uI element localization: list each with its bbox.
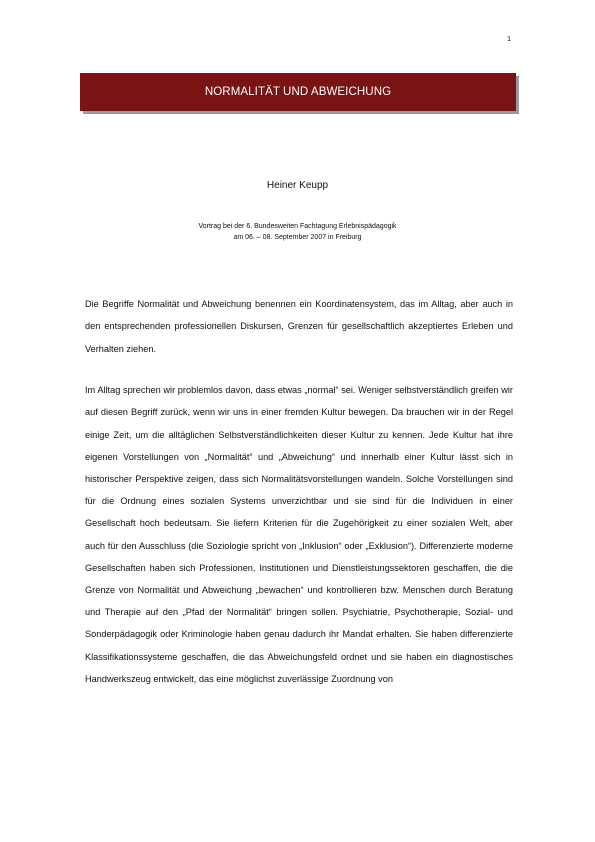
event-line-2: am 06. – 08. September 2007 in Freiburg xyxy=(233,233,362,241)
body-paragraph-1: Die Begriffe Normalität und Abweichung benennen ein Koordinatensystem, das im Alltag, aber auch in den entsprechenden professionellen Diskursen, Grenzen für gesellschaftlich akzeptiertes Erleben und Verhalten ziehen. xyxy=(85,299,513,354)
body-paragraph-2: Im Alltag sprechen wir problemlos davon, dass etwas „normal“ sei. Weniger selbstverständlich greifen wir auf diesen Begriff zurück, wenn wir uns in einer fremden Kultur bewegen. Da brauchen wir in der Regel einige Zeit, um die alltäglichen Selbstverständlichkeiten dieser Kultur zu kennen. Jede Kultur hat ihre eigenen Vorstellungen von „Normalität“ und „Abweichung“ und innerhalb einer Kultur lässt sich in historischer Perspektive zeigen, dass sich Normalitätsvorstellungen wandeln. Solche Vorstellungen sind für die Ordnung eines sozialen Systems unverzichtbar und sie sind für die Individuen in einer Gesellschaft hoch bedeutsam. Sie liefern Kriterien für die Zugehörigkeit zu einer sozialen Welt, aber auch für den Ausschluss (die Soziologie spricht von „Inklusion“ oder „Exklusion“). Differenzierte moderne Gesellschaften haben sich Professionen, Institutionen und Dienstleistungssektoren geschaffen, die die Grenze von Normalität und Abweichung „bewachen“ und kontrollieren bzw. Menschen durch Beratung und Therapie auf den „Pfad der Normalität“ bringen sollen. Psychiatrie, Psychotherapie, Sozial- und Sonderpädagogik oder Kriminologie haben genau dadurch ihr Mandat erhalten. Sie haben differenzierte Klassifikationssysteme geschaffen, die das Abweichungsfeld ordnet und sie haben ein diagnostisches Handwerkszeug entwickelt, das eine möglichst zuverlässige Zuordnung von xyxy=(85,385,513,684)
document-title: NORMALITÄT UND ABWEICHUNG xyxy=(204,86,392,98)
author-name: Heiner Keupp xyxy=(266,180,329,191)
event-subtitle xyxy=(0,222,595,243)
page-number: 1 xyxy=(507,36,511,43)
title-banner xyxy=(80,73,516,111)
event-line-1: Vortrag bei der 6. Bundesweiten Fachtagung Erlebnispädagogik xyxy=(198,223,397,230)
